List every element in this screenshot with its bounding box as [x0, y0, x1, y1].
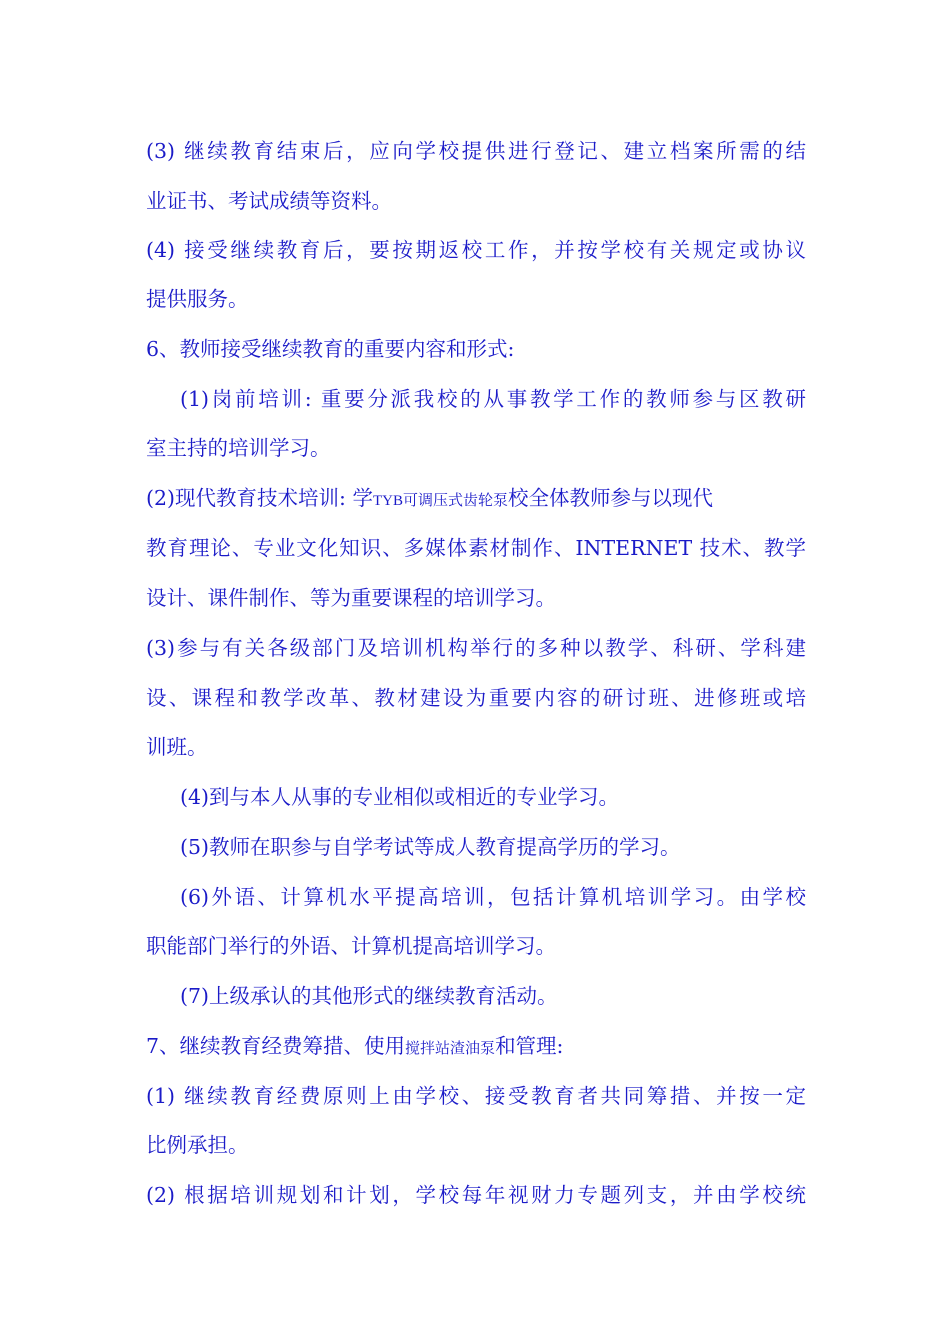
text-line: (1)岗前培训: 重要分派我校的从事教学工作的教师参与区教研	[180, 387, 806, 411]
text-line: (4)到与本人从事的专业相似或相近的专业学习。	[180, 785, 620, 809]
text-line: 教育理论、专业文化知识、多媒体素材制作、INTERNET 技术、教学	[146, 536, 806, 560]
text-line: 训班。	[146, 735, 208, 759]
inserted-keyword: 搅拌站渣油泵	[405, 1041, 496, 1057]
text-line: (2) 根据培训规划和计划，学校每年视财力专题列支，并由学校统	[146, 1183, 806, 1207]
text-segment: 校全体教师参与以现代	[507, 486, 713, 510]
text-line: 设计、课件制作、等为重要课程的培训学习。	[146, 586, 556, 610]
text-line: 比例承担。	[146, 1133, 249, 1157]
text-segment: 7、继续教育经费筹措、使用	[146, 1034, 406, 1058]
text-line: 业证书、考试成绩等资料。	[146, 189, 392, 213]
text-line: (3)参与有关各级部门及培训机构举行的多种以教学、科研、学科建	[146, 636, 806, 660]
text-line: (6)外语、计算机水平提高培训，包括计算机培训学习。由学校	[180, 885, 806, 909]
text-line: (3) 继续教育结束后，应向学校提供进行登记、建立档案所需的结	[146, 139, 806, 163]
text-line: 职能部门举行的外语、计算机提高培训学习。	[146, 934, 556, 958]
text-line: (4) 接受继续教育后，要按期返校工作，并按学校有关规定或协议	[146, 238, 806, 262]
text-segment: 和管理:	[495, 1034, 564, 1058]
text-line: (7)上级承认的其他形式的继续教育活动。	[180, 984, 558, 1008]
text-line: 6、教师接受继续教育的重要内容和形式:	[146, 337, 515, 361]
text-line: 室主持的培训学习。	[146, 436, 331, 460]
text-line: (5)教师在职参与自学考试等成人教育提高学历的学习。	[180, 835, 681, 859]
inserted-keyword: TYB可调压式齿轮泵	[372, 493, 508, 509]
text-line: 提供服务。	[146, 287, 249, 311]
text-line	[146, 478, 806, 518]
text-line: (1) 继续教育经费原则上由学校、接受教育者共同筹措、并按一定	[146, 1084, 806, 1108]
text-segment: (2)现代教育技术培训: 学	[146, 486, 373, 510]
text-line: 设、课程和教学改革、教材建设为重要内容的研讨班、进修班或培	[146, 686, 806, 710]
text-line	[146, 1026, 806, 1066]
